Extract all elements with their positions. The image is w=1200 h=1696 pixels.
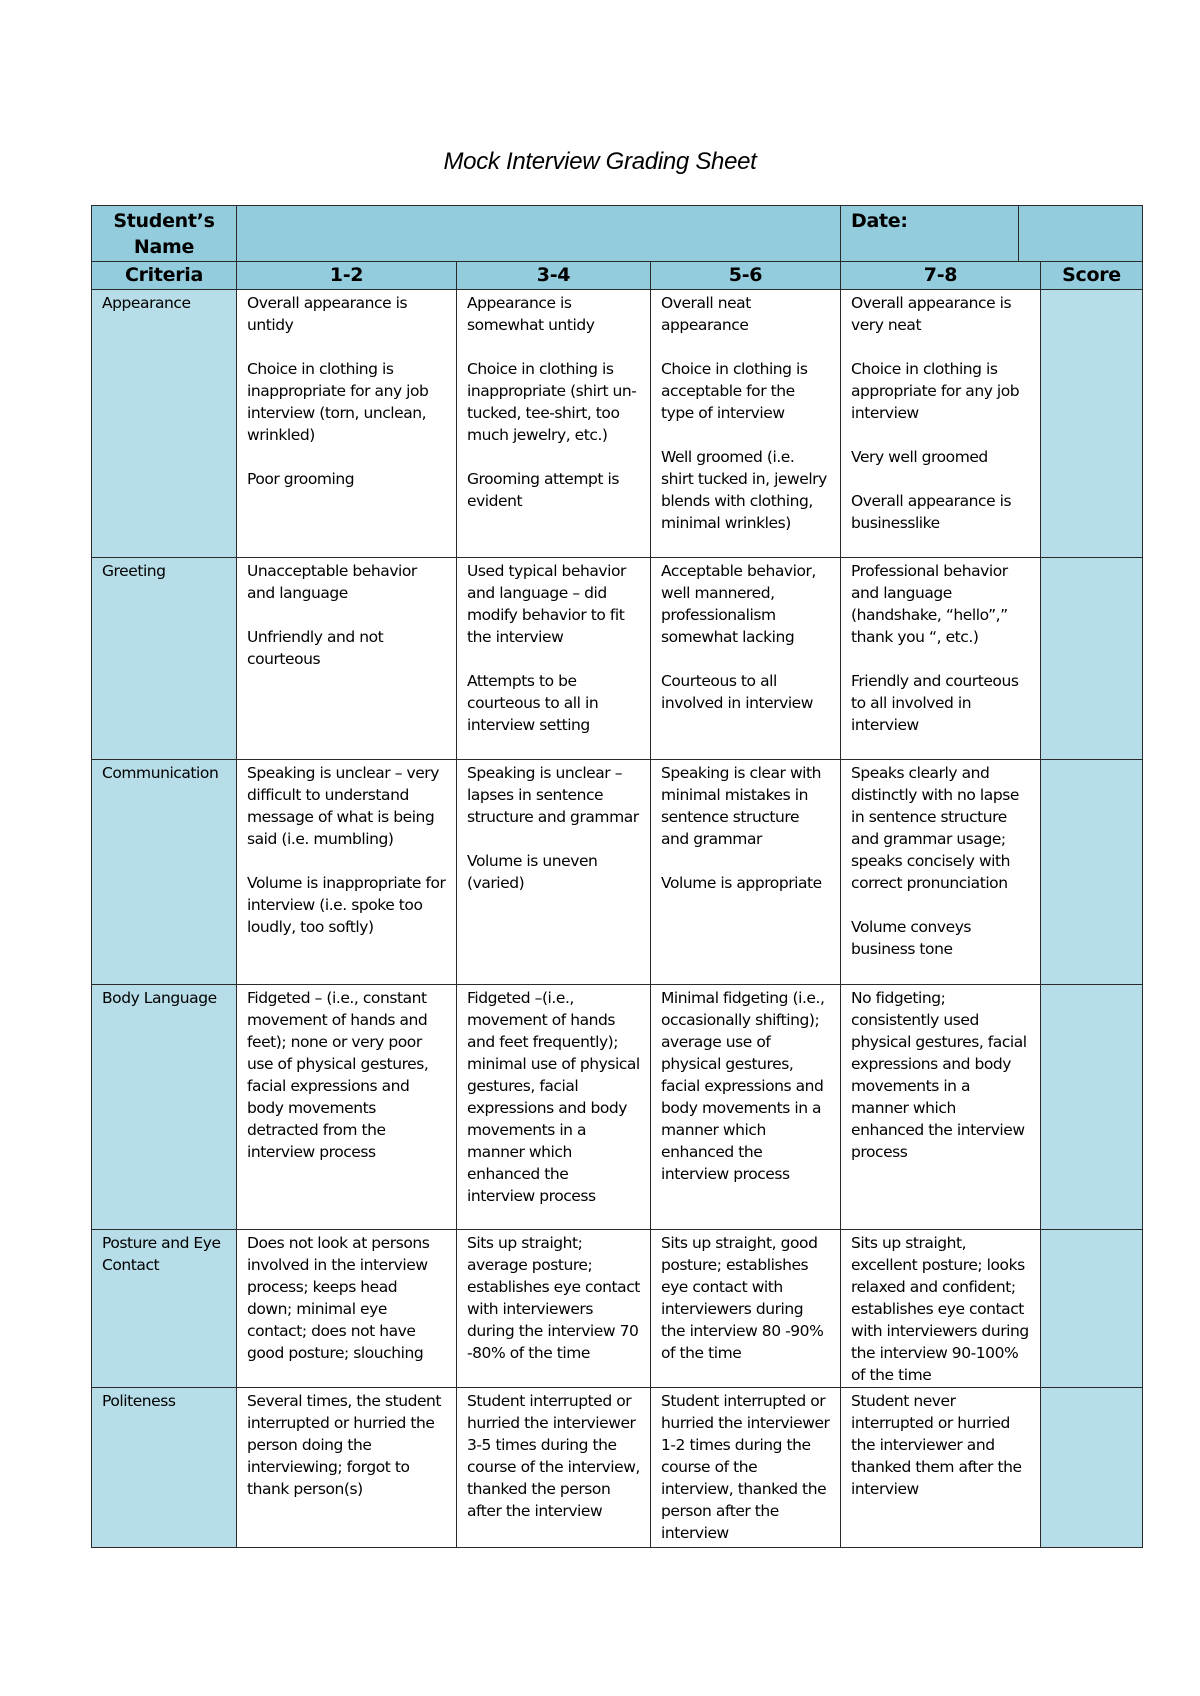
- rubric-text: Very well groomed: [851, 448, 988, 466]
- criteria-row: [92, 985, 1143, 1230]
- score-cell[interactable]: [1041, 1388, 1143, 1548]
- rubric-cell: [457, 985, 651, 1230]
- rubric-cell: [237, 985, 457, 1230]
- rubric-text: Fidgeted – (i.e., constant movement of hands and feet); none or very poor use of physical gestures, facial expressions and body movements detracted from the interview process: [247, 989, 429, 1161]
- date-cell: [841, 206, 1143, 262]
- rubric-cell: [651, 1388, 841, 1548]
- column-header-row: [92, 262, 1143, 290]
- rubric-text: Professional behavior and language (handshake, “hello”,” thank you “, etc.): [851, 562, 1008, 646]
- rubric-text: Speaking is clear with minimal mistakes in sentence structure and grammar: [661, 764, 822, 848]
- column-header-3-4: 3-4: [457, 262, 651, 290]
- date-field[interactable]: [1019, 206, 1142, 261]
- rubric-cell: [841, 558, 1041, 760]
- page-title: Mock Interview Grading Sheet: [443, 148, 757, 175]
- rubric-cell: [237, 290, 457, 558]
- rubric-text: Several times, the student interrupted or hurried the person doing the interviewing; forgot to thank person(s): [247, 1392, 442, 1498]
- rubric-text: Well groomed (i.e. shirt tucked in, jewelry blends with clothing, minimal wrinkles): [661, 448, 827, 532]
- rubric-text: Volume conveys business tone: [851, 918, 972, 958]
- rubric-cell: [651, 290, 841, 558]
- criterion-label: Body Language: [92, 985, 237, 1230]
- rubric-text: Choice in clothing is appropriate for any job interview: [851, 360, 1020, 422]
- column-header-criteria: Criteria: [92, 262, 237, 290]
- rubric-cell: [841, 1388, 1041, 1548]
- rubric-cell: [651, 760, 841, 985]
- rubric-cell: [651, 1230, 841, 1388]
- rubric-text: Choice in clothing is inappropriate (shirt un-tucked, tee-shirt, too much jewelry, etc.): [467, 360, 637, 444]
- rubric-cell: [237, 760, 457, 985]
- criterion-label: Greeting: [92, 558, 237, 760]
- criterion-label: Posture and Eye Contact: [92, 1230, 237, 1388]
- rubric-text: Used typical behavior and language – did modify behavior to fit the interview: [467, 562, 626, 646]
- rubric-text: Fidgeted –(i.e., movement of hands and feet frequently); minimal use of physical gestures, facial expressions and body movements in a manner which enhanced the interview process: [467, 989, 640, 1205]
- rubric-text: Student interrupted or hurried the interviewer 3-5 times during the course of the interview, thanked the person after the interview: [467, 1392, 640, 1520]
- rubric-text: Sits up straight, good posture; establishes eye contact with interviewers during the interview 80 -90% of the time: [661, 1234, 824, 1362]
- rubric-text: Overall neat appearance: [661, 294, 751, 334]
- rubric-text: Student never interrupted or hurried the interviewer and thanked them after the interview: [851, 1392, 1022, 1498]
- rubric-text: Volume is appropriate: [661, 874, 822, 892]
- criteria-row: [92, 558, 1143, 760]
- rubric-text: Attempts to be courteous to all in interview setting: [467, 672, 599, 734]
- rubric-text: Unacceptable behavior and language: [247, 562, 417, 602]
- rubric-cell: [841, 290, 1041, 558]
- rubric-cell: [237, 558, 457, 760]
- rubric-text: Speaks clearly and distinctly with no lapse in sentence structure and grammar usage; speaks concisely with correct pronunciation: [851, 764, 1019, 892]
- criteria-row: [92, 1230, 1143, 1388]
- score-cell[interactable]: [1041, 290, 1143, 558]
- rubric-text: Unfriendly and not courteous: [247, 628, 384, 668]
- rubric-text: Poor grooming: [247, 470, 355, 488]
- criterion-label: Communication: [92, 760, 237, 985]
- student-info-row: [92, 206, 1143, 262]
- rubric-cell: [651, 558, 841, 760]
- rubric-cell: [457, 1230, 651, 1388]
- score-cell[interactable]: [1041, 1230, 1143, 1388]
- criteria-row: [92, 290, 1143, 558]
- rubric-text: Sits up straight, excellent posture; looks relaxed and confident; establishes eye contact with interviewers during the interview 90-100% of the time: [851, 1234, 1029, 1384]
- column-header-score: Score: [1041, 262, 1143, 290]
- criterion-label: Appearance: [92, 290, 237, 558]
- rubric-text: Overall appearance is untidy: [247, 294, 408, 334]
- score-cell[interactable]: [1041, 558, 1143, 760]
- criterion-label: Politeness: [92, 1388, 237, 1548]
- grading-table: [91, 205, 1143, 1548]
- rubric-text: Acceptable behavior, well mannered, professionalism somewhat lacking: [661, 562, 816, 646]
- rubric-text: Speaking is unclear – lapses in sentence structure and grammar: [467, 764, 639, 826]
- rubric-text: Courteous to all involved in interview: [661, 672, 813, 712]
- rubric-cell: [651, 985, 841, 1230]
- rubric-cell: [237, 1230, 457, 1388]
- rubric-text: Speaking is unclear – very difficult to understand message of what is being said (i.e. mumbling): [247, 764, 439, 848]
- score-cell[interactable]: [1041, 760, 1143, 985]
- column-header-1-2: 1-2: [237, 262, 457, 290]
- rubric-text: Grooming attempt is evident: [467, 470, 619, 510]
- rubric-text: Choice in clothing is acceptable for the type of interview: [661, 360, 808, 422]
- rubric-cell: [841, 1230, 1041, 1388]
- rubric-text: Does not look at persons involved in the interview process; keeps head down; minimal eye contact; does not have good posture; slouching: [247, 1234, 430, 1362]
- rubric-cell: [457, 1388, 651, 1548]
- rubric-text: Overall appearance is very neat: [851, 294, 1012, 334]
- rubric-text: Volume is uneven (varied): [467, 852, 598, 892]
- rubric-text: Minimal fidgeting (i.e., occasionally shifting); average use of physical gestures, facial expressions and body movements in a manner which enhanced the interview process: [661, 989, 825, 1183]
- rubric-text: No fidgeting; consistently used physical gestures, facial expressions and body movements in a manner which enhanced the interview process: [851, 989, 1027, 1161]
- rubric-text: Friendly and courteous to all involved in interview: [851, 672, 1019, 734]
- rubric-cell: [457, 558, 651, 760]
- rubric-text: Appearance is somewhat untidy: [467, 294, 595, 334]
- criteria-row: [92, 760, 1143, 985]
- score-cell[interactable]: [1041, 985, 1143, 1230]
- rubric-text: Sits up straight; average posture; establishes eye contact with interviewers during the interview 70 -80% of the time: [467, 1234, 640, 1362]
- date-label: Date:: [841, 206, 1019, 261]
- rubric-cell: [457, 760, 651, 985]
- column-header-5-6: 5-6: [651, 262, 841, 290]
- student-name-label: Student’s Name: [92, 206, 237, 262]
- rubric-cell: [841, 760, 1041, 985]
- student-name-field[interactable]: [237, 206, 841, 262]
- rubric-cell: [841, 985, 1041, 1230]
- rubric-text: Overall appearance is businesslike: [851, 492, 1012, 532]
- rubric-cell: [237, 1388, 457, 1548]
- column-header-7-8: 7-8: [841, 262, 1041, 290]
- rubric-text: Volume is inappropriate for interview (i.e. spoke too loudly, too softly): [247, 874, 446, 936]
- rubric-text: Student interrupted or hurried the interviewer 1-2 times during the course of the interview, thanked the person after the interview: [661, 1392, 830, 1542]
- criteria-row: [92, 1388, 1143, 1548]
- rubric-cell: [457, 290, 651, 558]
- rubric-text: Choice in clothing is inappropriate for any job interview (torn, unclean, wrinkled): [247, 360, 429, 444]
